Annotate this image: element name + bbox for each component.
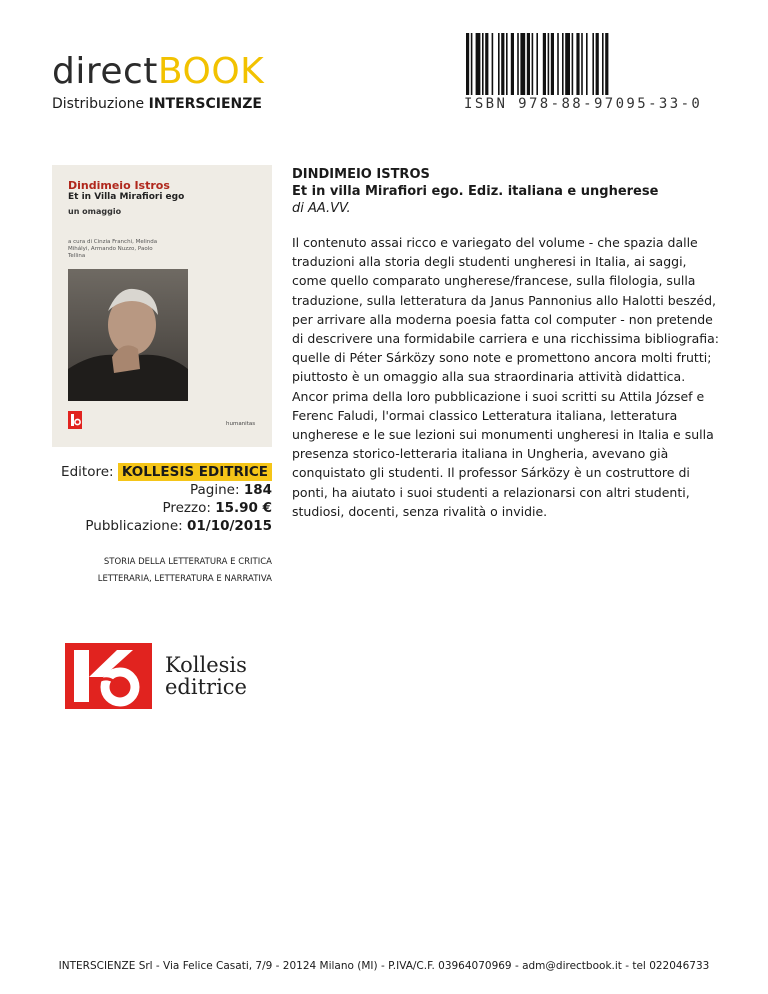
book-description: Il contenuto assai ricco e variegato del volume - che spazia dalle traduzioni alla storia degli studenti ungheresi in Italia, ai saggi, come quello comparato ungherese/francese, sulla filologia, sulla traduzione, sulla letteratura da Janus Pannonius allo Halotti beszéd, per arrivare alla moderna poesia fatta col computer - non pretende di descrivere una formidabile carriera e una ricchissima bibliografia: quelle di Péter Sárközy sono note e promettono ancora molti frutti; piuttosto è un omaggio alla sua straordinaria attività didattica. Ancor prima della loro pubblicazione i suoi scritti su Attila József e Ferenc Faludi, l'ormai classico Letteratura italiana, letteratura ungherese e le sue lezioni sui monumenti ungheresi in Italia e sulla presenza storico-letteraria italiana in Ungheria, avevano già conquistato gli studenti. Il professor Sárközy è un costruttore di ponti, ha aiutato i suoi studenti a relazionarsi con altri studenti, studiosi, docenti, senza rivalità o invidie.: [292, 235, 719, 519]
kollesis-line1: Kollesis: [165, 653, 247, 677]
pages-label: Pagine:: [189, 482, 240, 498]
tagline: [52, 96, 262, 112]
barcode-bar: [562, 33, 564, 95]
barcode-bar: [572, 33, 574, 95]
barcode-bar: [498, 33, 500, 95]
categories: STORIA DELLA LETTERATURA E CRITICA LETTERARIA, LETTERATURA E NARRATIVA: [97, 557, 272, 584]
cover-portrait-photo: [68, 269, 188, 401]
publisher-label: Editore:: [61, 464, 114, 480]
kollesis-line2: editrice: [165, 675, 247, 699]
barcode-bar: [476, 33, 481, 95]
barcode-bar: [565, 33, 570, 95]
barcode-bar: [581, 33, 583, 95]
barcode-bar: [471, 33, 473, 95]
barcode-bar: [520, 33, 525, 95]
barcode-bar: [506, 33, 508, 95]
price-label: Prezzo:: [162, 500, 211, 516]
price-value: 15.90 €: [215, 500, 272, 516]
barcode-bar: [517, 33, 519, 95]
isbn-text: ISBN 978-88-97095-33-0: [464, 96, 703, 112]
cover-curators: a cura di Cinzia Franchi, Melinda Mihályi, Armando Nuzzo, Paolo Tellina: [68, 239, 158, 259]
kollesis-logo-text: [165, 654, 247, 698]
book-title: Et in villa Mirafiori ego. Ediz. italiana e ungherese: [292, 184, 659, 199]
directbook-logo: [52, 52, 264, 92]
logo-direct: direct: [52, 51, 158, 92]
barcode-bar: [551, 33, 554, 95]
barcode-bar: [485, 33, 488, 95]
book-title-block: [292, 166, 722, 217]
book-author: DINDIMEIO ISTROS: [292, 167, 430, 182]
tagline-brand: INTERSCIENZE: [148, 96, 262, 112]
book-meta: [52, 463, 272, 535]
footer-contact: INTERSCIENZE Srl - Via Felice Casati, 7/9 - 20124 Milano (MI) - P.IVA/C.F. 03964070969 - adm@directbook.it - tel 022046733: [58, 960, 710, 972]
book-cover: [52, 165, 272, 447]
barcode-bar: [586, 33, 588, 95]
price-row: [52, 499, 272, 517]
barcode-bar: [548, 33, 550, 95]
date-row: [52, 517, 272, 535]
publisher-row: [52, 463, 272, 481]
barcode-bar: [466, 33, 469, 95]
barcode-bar: [557, 33, 559, 95]
barcode: [464, 33, 714, 95]
barcode-bar: [602, 33, 604, 95]
date-label: Pubblicazione:: [85, 518, 183, 534]
barcode-bar: [576, 33, 579, 95]
barcode-bar: [511, 33, 514, 95]
barcode-bar: [492, 33, 494, 95]
cover-subtitle: un omaggio: [68, 207, 122, 216]
pages-row: [52, 481, 272, 499]
kollesis-logo-mark: [65, 643, 152, 709]
cover-author: Dindimeio Istros: [68, 179, 170, 192]
barcode-bar: [501, 33, 504, 95]
pages-value: 184: [243, 482, 272, 498]
book-byline: di AA.VV.: [292, 201, 351, 216]
logo-book: BOOK: [157, 51, 265, 92]
barcode-bar: [592, 33, 594, 95]
barcode-bar: [527, 33, 530, 95]
barcode-bar: [536, 33, 538, 95]
date-value: 01/10/2015: [186, 518, 272, 534]
barcode-bar: [605, 33, 608, 95]
barcode-bar: [596, 33, 599, 95]
barcode-bar: [543, 33, 546, 95]
cover-title: Et in Villa Mirafiori ego: [68, 192, 185, 202]
barcode-bar: [532, 33, 534, 95]
cover-series: humanitas: [226, 421, 256, 427]
barcode-bar: [482, 33, 484, 95]
publisher-name[interactable]: KOLLESIS EDITRICE: [118, 463, 272, 481]
cover-publisher-logo: [68, 411, 82, 429]
tagline-prefix: Distribuzione: [52, 96, 145, 112]
